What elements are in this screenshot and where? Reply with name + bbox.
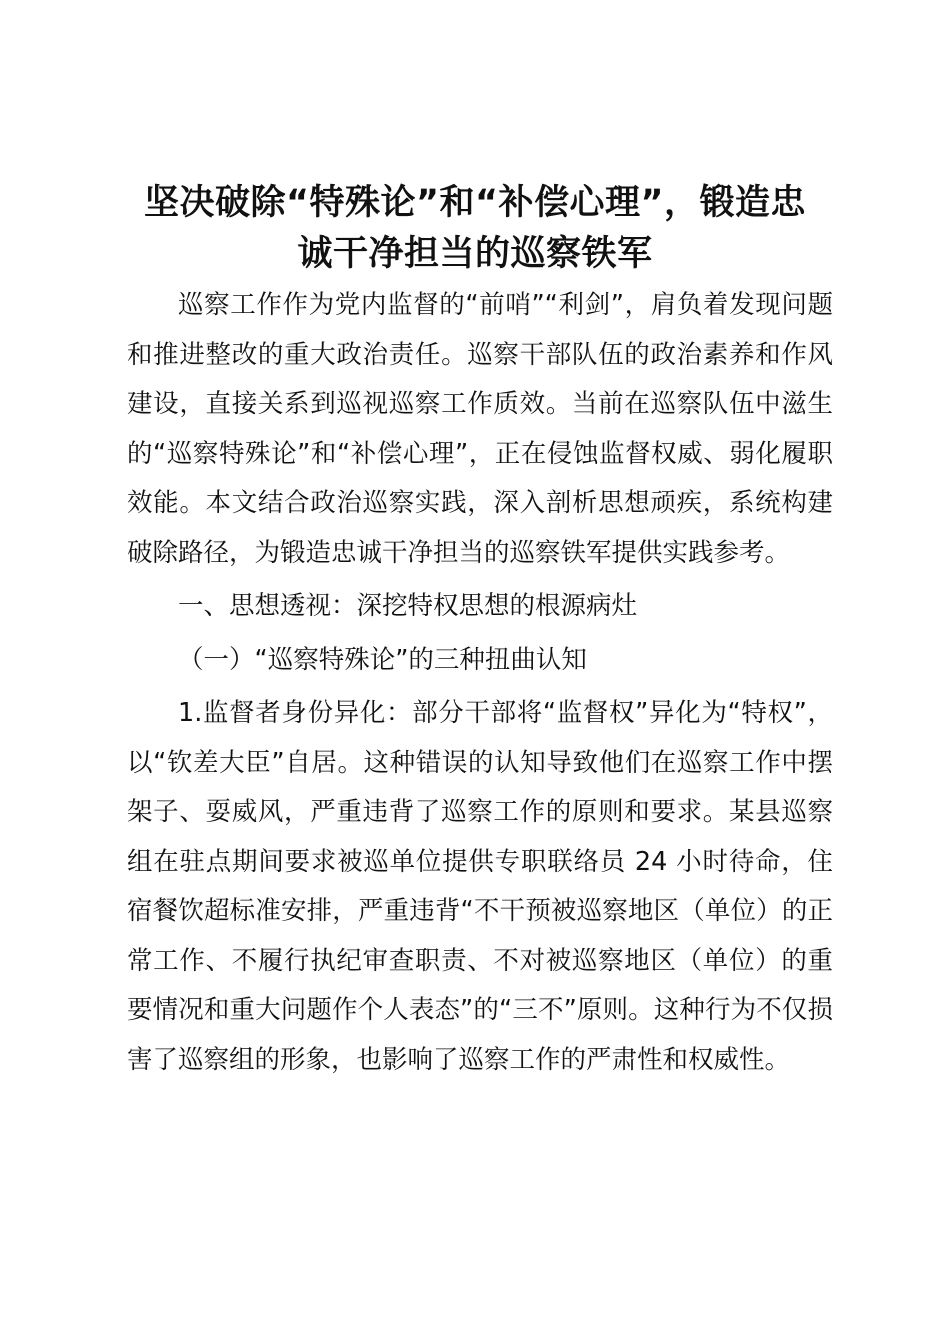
point-paragraph: 1.监督者身份异化：部分干部将“监督权”异化为“特权”，以“钦差大臣”自居。这种错误的认知导致他们在巡察工作中摆架子、耍威风，严重违背了巡察工作的原则和要求。某县巡察组在驻点期间要求被巡单位提供专职联络员 24 小时待命，住宿餐饮超标准安排，严重违背“不干预被巡察地区（单位）的正常工作、不履行执纪审查职责、不对被巡察地区（单位）的重要情况和重大问题作个人表态”的“三不”原则。这种行为不仅损害了巡察组的形象，也影响了巡察工作的严肃性和权威性。 (127, 698, 833, 1075)
subsection-heading: （一）“巡察特殊论”的三种扭曲认知 (178, 644, 587, 675)
title-line-2: 诚干净担当的巡察铁军 (297, 234, 653, 274)
intro-paragraph: 巡察工作作为党内监督的“前哨”“利剑”，肩负着发现问题和推进整改的重大政治责任。巡察干部队伍的政治素养和作风建设，直接关系到巡视巡察工作质效。当前在巡察队伍中滋生的“巡察特殊论”和“补偿心理”，正在侵蚀监督权威、弱化履职效能。本文结合政治巡察实践，深入剖析思想顽疾，系统构建破除路径，为锻造忠诚干净担当的巡察铁军提供实践参考。 (127, 290, 833, 568)
title-line-1: 坚决破除“特殊论”和“补偿心理”，锻造忠 (143, 183, 806, 223)
section-heading: 一、思想透视：深挖特权思想的根源病灶 (178, 591, 638, 621)
document-title (100, 178, 850, 280)
document-body (127, 281, 833, 1085)
